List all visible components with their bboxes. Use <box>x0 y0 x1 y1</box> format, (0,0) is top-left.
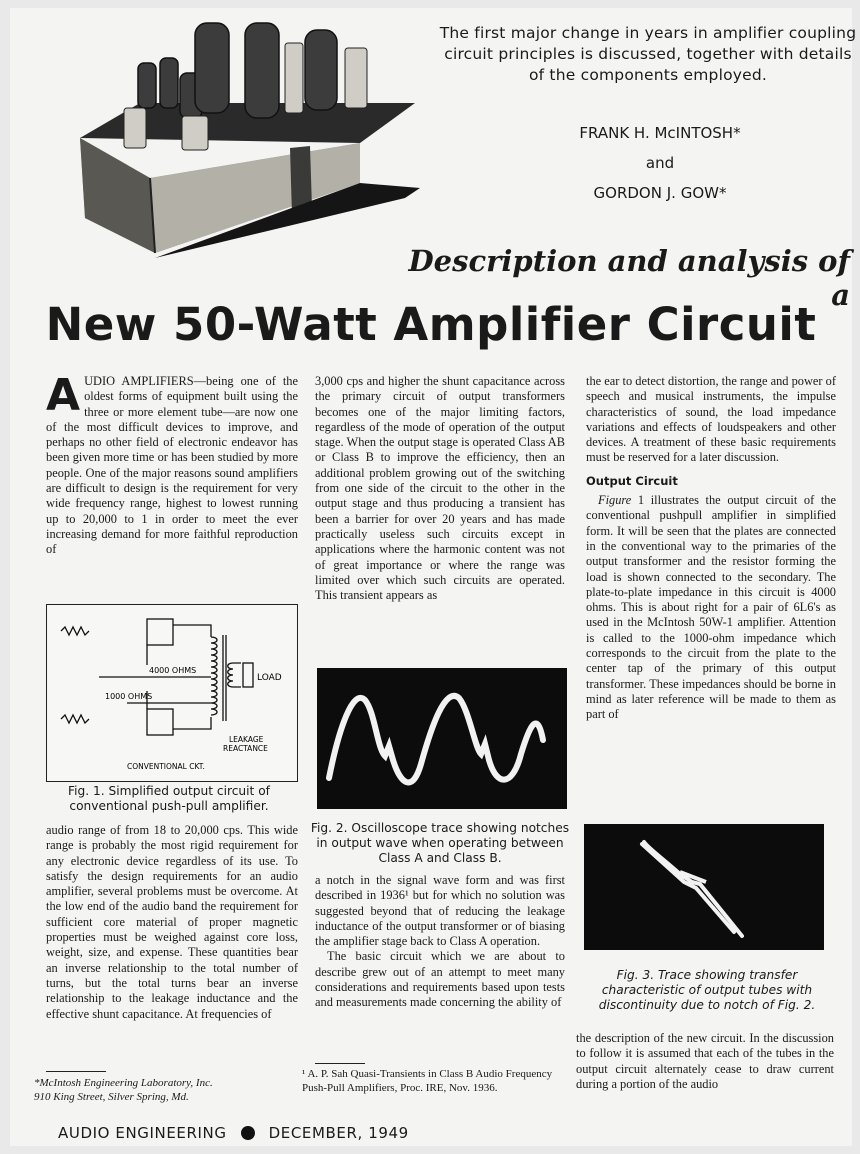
figure-1-caption: Fig. 1. Simplified output circuit of conventional push-pull amplifier. <box>68 784 270 813</box>
col3-bottom-text: the description of the new circuit. In the discussion to follow it is assumed that each of the tubes in the output circuit alternately cease to draw current during a portion of the audio <box>576 1031 834 1091</box>
column-3-top <box>586 374 836 723</box>
article-summary: The first major change in years in amplifier coupling circuit principles is discussed, together with details of the components employed. <box>439 24 857 84</box>
col2-bottom-para-1: a notch in the signal wave form and was first described in 1936¹ but for which no solution was suggested beyond that of reducing the leakage inductance of the output transformer or of biasing the amplifier stage back to Class A operation. <box>315 873 565 949</box>
bullet-icon <box>241 1126 255 1140</box>
label-leakage: LEAKAGE <box>229 735 264 744</box>
magazine-page <box>10 8 857 1146</box>
footnote-rule-2 <box>315 1063 365 1064</box>
figure-2-oscilloscope <box>317 668 567 809</box>
col3-top-text: the ear to detect distortion, the range and power of speech and musical instruments, the impulse characteristics of sound, the load impedance variations and effects of loudspeakers and other devices. A treatment of these basic requirements must be reserved for a later discussion. <box>586 374 836 465</box>
article-kicker: Description and analysis of a <box>408 244 850 312</box>
affiliation-footnote: *McIntosh Engineering Laboratory, Inc. 910 King Street, Silver Spring, Md. <box>34 1077 213 1103</box>
figure-3-oscilloscope <box>584 824 824 950</box>
author-name-2: GORDON J. GOW* <box>593 184 727 202</box>
author-and: and <box>645 154 675 172</box>
label-load: LOAD <box>257 673 282 683</box>
label-4000-ohms: 4000 OHMS <box>149 666 197 675</box>
figure-2-caption: Fig. 2. Oscilloscope trace showing notches in output wave when operating between Class A and Class B. <box>310 821 570 865</box>
col2-top-text: 3,000 cps and higher the shunt capacitance across the primary circuit of output transformers becomes one of the major limiting factors, regardless of the mode of operation of the output stage. When the output stage is operated Class AB or Class B to improve the efficiency, then an additional problem growing out of the switching from one side of the circuit to the other in the output stage and thus producing a transient has been a barrier for over 20 years and has made practically useless such circuits except in applications where the harmonic content was not of great importance or where the range was limited over which such circuits are operated. This transient appears as <box>315 374 565 603</box>
circuit-diagram <box>47 605 297 781</box>
figure-1-circuit <box>46 604 298 782</box>
section-heading: Output Circuit <box>586 473 678 488</box>
article-headline: New 50-Watt Amplifier Circuit <box>45 298 817 351</box>
figure-3-caption: Fig. 3. Trace showing transfer characteristic of output tubes with discontinuity due to notch of Fig. 2. <box>598 968 816 1012</box>
col2-bottom-para-2: The basic circuit which we are about to describe grew out of an attempt to meet many considerations and requirements based upon tests and measurements made concerning the ability of <box>315 949 565 1010</box>
magazine-name: AUDIO ENGINEERING <box>58 1124 227 1142</box>
column-2-bottom <box>315 873 565 1011</box>
col1-bottom-text: audio range of from 18 to 20,000 cps. This wide range is probably the most rigid requirement for any electronic device regardless of its use. To satisfy the design requirements for an audio amplifier, several problems must be overcome. At the low end of the audio band the requirement for sufficient core material of proper magnetic properties must be weighed against core loss, weight, size, and expense. These quantities bear an inverse relationship to the total number of turns, but the total turns bear an inverse relationship to the leakage inductance and the effective shunt capacitance. At frequencies of <box>46 823 298 1021</box>
author-byline <box>530 118 790 208</box>
figure-ref: Figure <box>598 493 632 508</box>
label-reactance: REACTANCE <box>223 744 268 753</box>
page-footer <box>58 1124 478 1142</box>
column-2-top <box>315 374 565 603</box>
drop-cap: A <box>46 370 81 421</box>
reference-footnote: ¹ A. P. Sah Quasi-Transients in Class B Audio Frequency Push-Pull Amplifiers, Proc. IRE, Nov. 1936. <box>302 1068 553 1094</box>
column-3-bottom <box>576 1031 834 1092</box>
author-name-1: FRANK H. McINTOSH* <box>579 124 741 142</box>
label-1000-ohms: 1000 OHMS <box>105 692 153 701</box>
col1-top-text: UDIO AMPLIFIERS—being one of the oldest forms of equipment built using the three or more element tube—are now one of the most difficult devices to improve, and perhaps no other field of electronic endeavor has been given more time or has been studied by more people. One of the major reasons sound amplifiers are difficult to design is the requirement for very wide frequency range, highest to lowest running up to 20,000 to 1 in order to meet the ever increasing demand for more faithful reproduction of <box>46 374 298 557</box>
signal-source-top-icon <box>61 627 89 635</box>
column-1-top <box>46 370 298 558</box>
col3-mid-text: Figure 1 illustrates the output circuit of the conventional pushpull amplifier in simplified form. It will be seen that the plates are connected in the conventional way to the primaries of the output transformer and the resistor forming the load is shown connected to the secondary. The plate-to-plate impedance in this circuit is 4000 ohms. This is about right for a pair of 6L6's as used in the McIntosh 50W-1 amplifier. Attention is called to the 1000-ohm impedance which corresponds to the circuit from the plate to the center tap of the primary of this output transformer. These impedances should be borne in mind as later reference will be made to them as part of <box>586 493 836 722</box>
label-conventional-ckt: CONVENTIONAL CKT. <box>127 762 205 771</box>
transfer-trace <box>642 842 742 936</box>
column-1-bottom <box>46 823 298 1022</box>
oscilloscope-trace <box>329 696 543 783</box>
issue-date: DECEMBER, 1949 <box>268 1124 409 1142</box>
footnote-rule <box>46 1071 106 1072</box>
amplifier-photo <box>60 18 430 268</box>
